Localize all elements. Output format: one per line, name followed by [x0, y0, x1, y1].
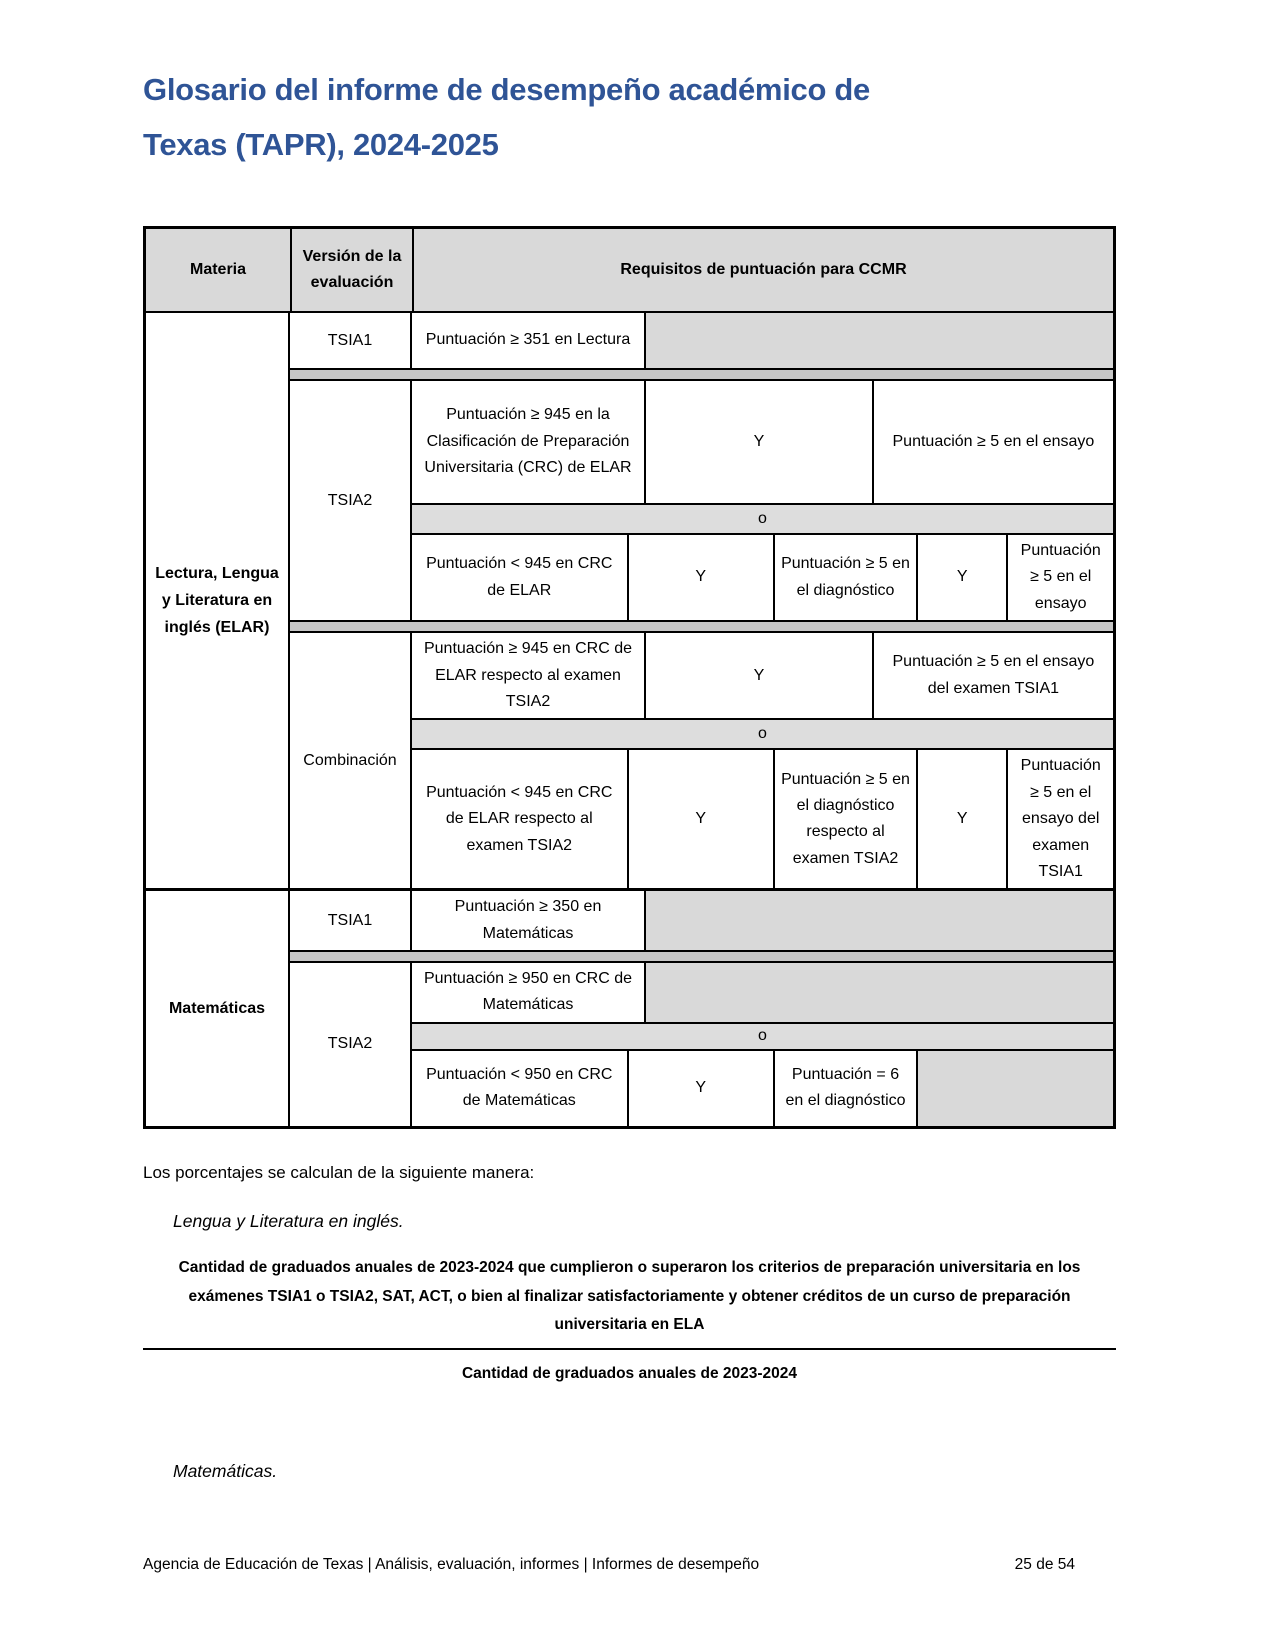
elar-tsia1-section — [290, 313, 1113, 368]
row-separator — [290, 368, 1113, 381]
elar-combinacion-row2-diagnostic: Puntuación ≥ 5 en el diagnóstico respecto al examen TSIA2 — [773, 750, 916, 888]
elar-tsia2-row2-essay: Puntuación ≥ 5 en el ensayo — [1006, 535, 1113, 620]
elar-tsia2-row1-statement: Puntuación ≥ 945 en la Clasificación de Preparación Universitaria (CRC) de ELAR — [424, 406, 632, 477]
elar-combinacion-row2-statement: Puntuación < 945 en CRC de ELAR respecto al examen TSIA2 — [426, 783, 613, 854]
matematicas-tsia2-version: TSIA2 — [290, 963, 412, 1126]
ccmr-requirements-table — [143, 226, 1116, 1129]
elar-tsia2-row2-statement: Puntuación < 945 en CRC de ELAR — [426, 555, 613, 599]
table-row — [412, 1049, 1113, 1126]
elar-tsia2-or-row: o — [412, 503, 1113, 533]
elar-combinacion-row2-and1: Y — [627, 750, 774, 888]
header-version: Versión de la evaluación — [290, 229, 412, 311]
table-group-matematicas — [146, 888, 1113, 1126]
elar-combinacion-row1-statement: Puntuación ≥ 945 en CRC de ELAR respecto al examen TSIA2 — [423, 640, 633, 710]
elar-combinacion-section — [290, 633, 1113, 888]
elar-tsia1-version: TSIA1 — [290, 313, 412, 368]
table-row — [412, 313, 1113, 368]
row-separator — [290, 950, 1113, 963]
header-requisitos: Requisitos de puntuación para CCMR — [412, 229, 1113, 311]
footer-agency-text: Agencia de Educación de Texas | Análisis, evaluación, informes | Informes de desempeño — [143, 1556, 760, 1573]
header-materia: Materia — [189, 261, 247, 279]
page-footer — [143, 1556, 1075, 1574]
math-subject-heading: Matemáticas. — [173, 1460, 278, 1481]
elar-combinacion-version: Combinación — [290, 633, 412, 888]
elar-combinacion-row2-essay: Puntuación ≥ 5 en el ensayo del examen TSIA1 — [1006, 750, 1113, 888]
matematicas-tsia2-row2-and: Y — [627, 1051, 774, 1126]
ela-subject-heading: Lengua y Literatura en inglés. — [173, 1210, 404, 1231]
matematicas-tsia2-row2-statement: Puntuación < 950 en CRC de Matemáticas — [426, 1065, 613, 1110]
row-separator — [290, 620, 1113, 633]
table-header-row — [146, 229, 1113, 313]
elar-tsia2-section — [290, 381, 1113, 620]
table-row — [412, 533, 1113, 620]
matematicas-tsia2-section — [290, 963, 1113, 1126]
elar-tsia2-version: TSIA2 — [290, 381, 412, 620]
matematicas-tsia1-section — [290, 891, 1113, 950]
table-row — [412, 963, 1113, 1022]
matematicas-materia-cell: Matemáticas — [146, 891, 290, 1126]
footer-page-number: 25 de 54 — [1014, 1556, 1075, 1573]
matematicas-tsia1-version: TSIA1 — [290, 891, 412, 950]
elar-tsia2-row1-essay: Puntuación ≥ 5 en el ensayo — [872, 381, 1113, 503]
page-title-line2: Texas (TAPR), 2024-2025 — [143, 127, 499, 162]
elar-combinacion-row2-and2: Y — [916, 750, 1006, 888]
elar-tsia1-statement: Puntuación ≥ 351 en Lectura — [425, 331, 631, 349]
page-title-line1: Glosario del informe de desempeño académico de — [143, 72, 870, 107]
calculation-intro: Los porcentajes se calculan de la siguiente manera: — [143, 1162, 535, 1182]
matematicas-tsia1-statement: Puntuación ≥ 350 en Matemáticas — [454, 898, 602, 942]
table-row — [412, 748, 1113, 888]
empty-gray-cell — [916, 1051, 1113, 1126]
empty-gray-cell — [644, 313, 1113, 368]
table-row — [412, 381, 1113, 503]
page-content — [143, 0, 1116, 1482]
matematicas-tsia2-row1-statement: Puntuación ≥ 950 en CRC de Matemáticas — [423, 970, 633, 1014]
empty-gray-cell — [644, 891, 1113, 950]
elar-combinacion-row1-essay: Puntuación ≥ 5 en el ensayo del examen TSIA1 — [872, 633, 1113, 718]
table-group-elar — [146, 313, 1113, 888]
ela-fraction-numerator: Cantidad de graduados anuales de 2023-2024 que cumplieron o superaron los criterios de preparación universitaria en los exámenes TSIA1 o TSIA2, SAT, ACT, o bien al finalizar satisfactoriamente y obtener créditos de un curso de preparación universitaria en ELA — [143, 1254, 1116, 1350]
table-row — [412, 633, 1113, 718]
ela-fraction — [143, 1254, 1116, 1387]
page-title — [143, 62, 1116, 172]
matematicas-group-body — [290, 891, 1113, 1126]
elar-combinacion-or-row: o — [412, 718, 1113, 748]
empty-gray-cell — [644, 963, 1113, 1022]
elar-tsia2-row2-diagnostic: Puntuación ≥ 5 en el diagnóstico — [773, 535, 916, 620]
elar-group-body — [290, 313, 1113, 888]
elar-tsia2-row1-and: Y — [644, 381, 872, 503]
elar-combinacion-row1-and: Y — [644, 633, 872, 718]
elar-tsia2-row2-and2: Y — [916, 535, 1006, 620]
matematicas-tsia2-or-row: o — [412, 1022, 1113, 1049]
elar-tsia2-row2-and1: Y — [627, 535, 774, 620]
table-row — [412, 891, 1113, 950]
matematicas-tsia2-row2-diagnostic: Puntuación = 6 en el diagnóstico — [773, 1051, 916, 1126]
ela-fraction-denominator: Cantidad de graduados anuales de 2023-2024 — [461, 1364, 798, 1382]
elar-materia-cell: Lectura, Lengua y Literatura en inglés (ELAR) — [146, 313, 290, 888]
